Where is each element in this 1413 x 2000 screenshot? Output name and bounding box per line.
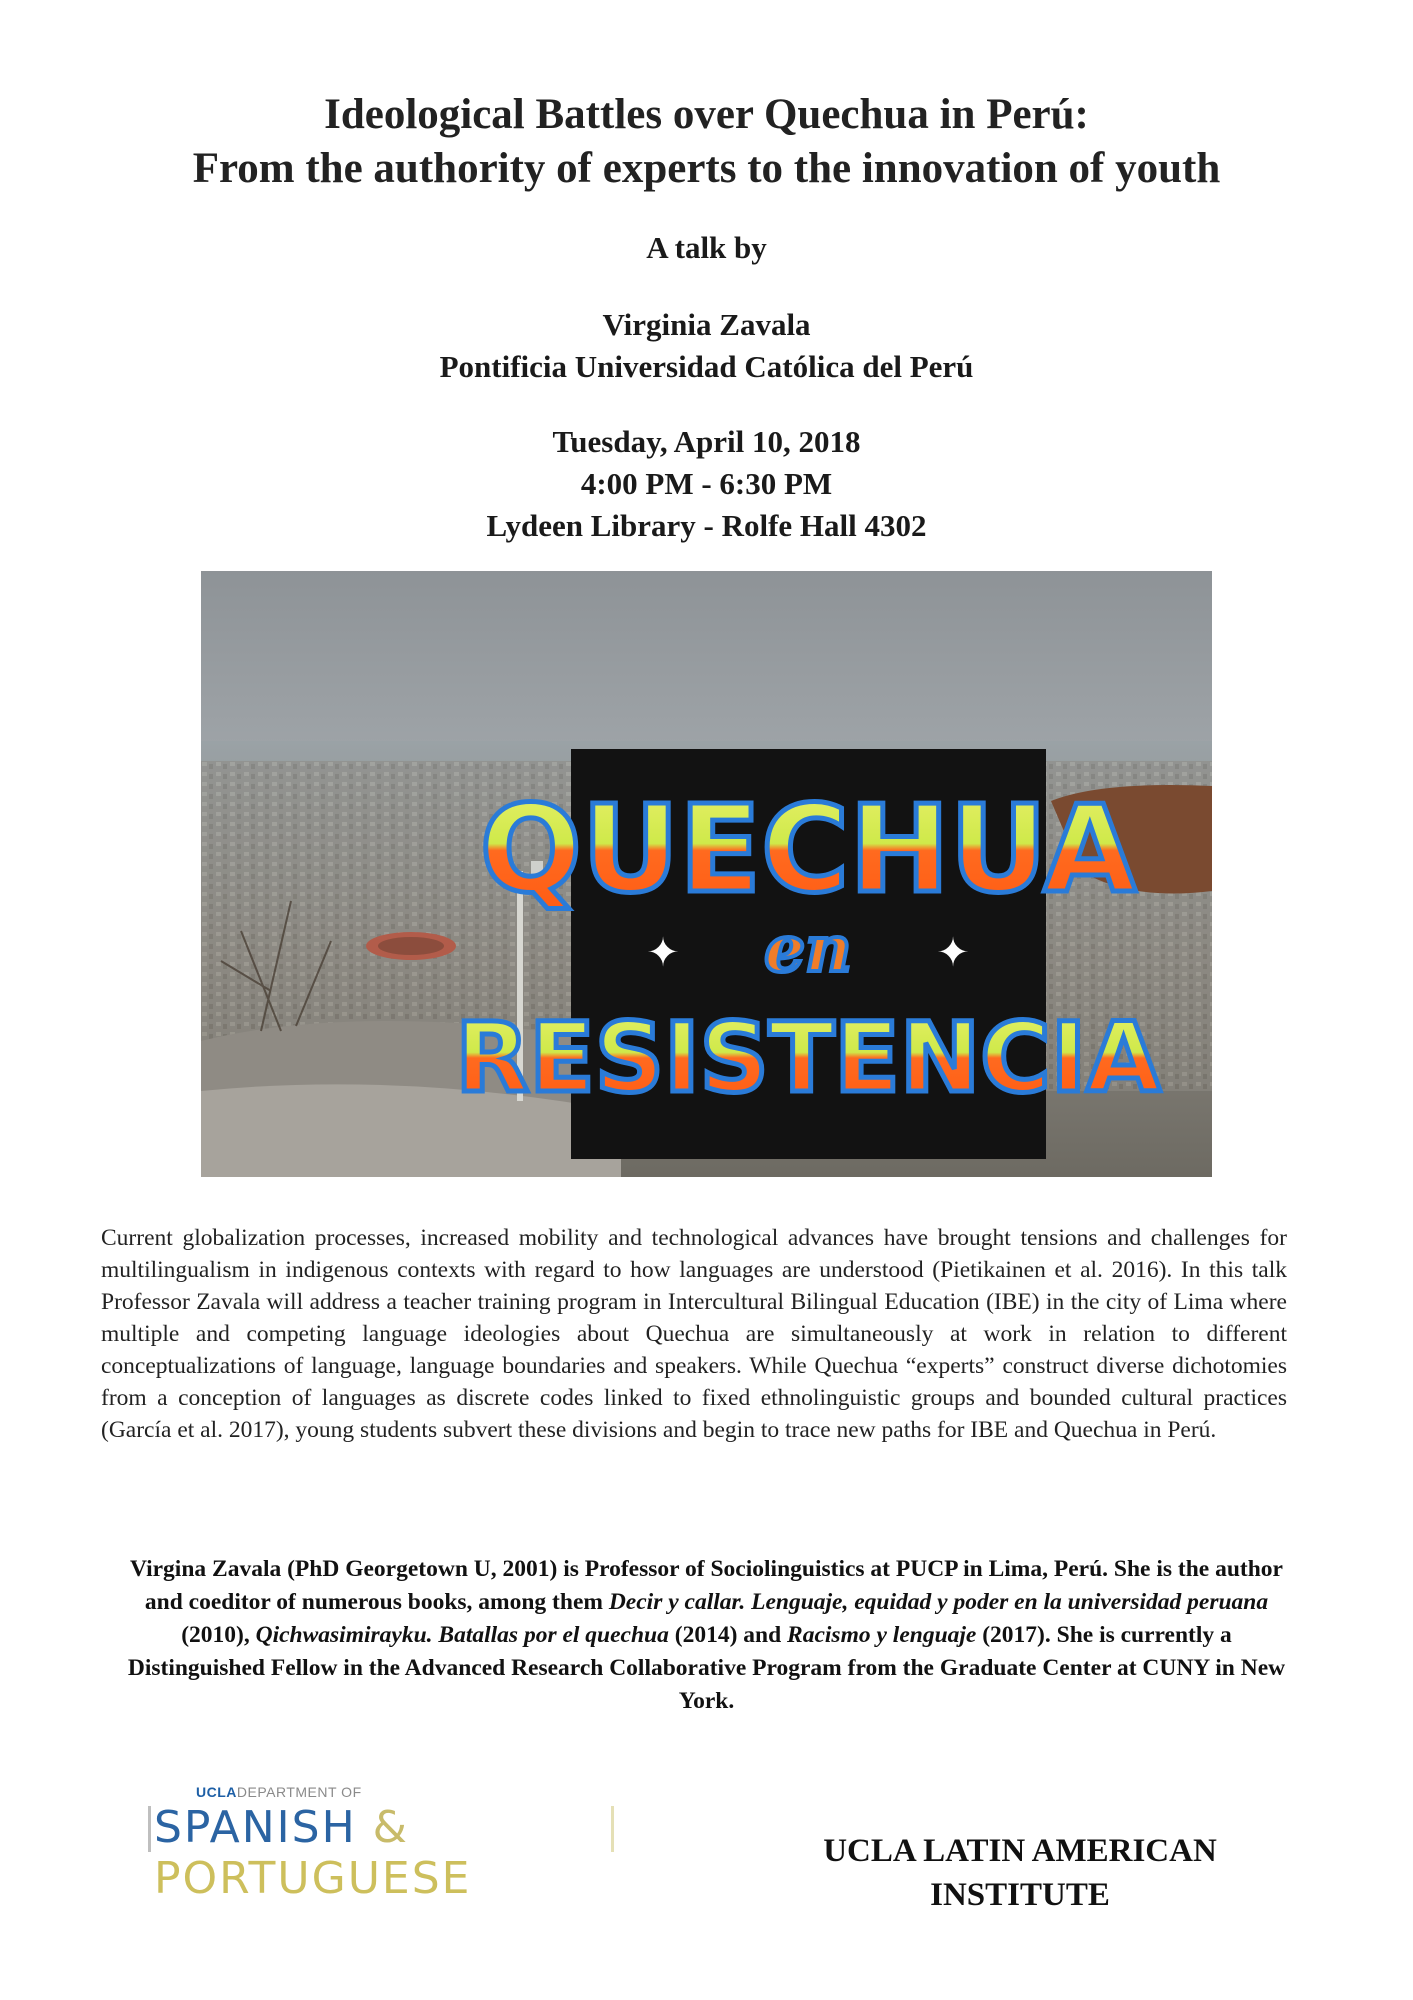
bio-text-4: (2017). She is currently a Distinguished Fellow in the Advanced Research Collaborative Program from the Graduate Center at CUNY in New York. [127, 1622, 1286, 1714]
sign-text-en: en [764, 912, 852, 987]
speaker-bio [110, 1553, 1303, 1718]
ucla-latin-american-institute [720, 1829, 1320, 1917]
sign-text-resistencia: RESISTENCIA [455, 1002, 1161, 1114]
ucla-spanish-portuguese-logo [148, 1784, 618, 1904]
logo-dept-line: UCLADEPARTMENT OF [196, 1784, 362, 1800]
bio-text-3: (2014) and [668, 1622, 788, 1648]
speaker-block [0, 304, 1413, 388]
bio-text-1: Virgina Zavala (PhD Georgetown U, 2001) is Professor of Sociolinguistics at PUCP in Lima, Perú. She is the author and coeditor of numerous books, among them [130, 1556, 1283, 1615]
event-title [0, 88, 1413, 196]
bio-book-title-3: Racismo y lenguaje [787, 1622, 977, 1648]
svg-text:✦: ✦ [936, 930, 970, 976]
title-line-2: From the authority of experts to the innovation of youth [192, 145, 1221, 192]
speaker-affiliation: Pontificia Universidad Católica del Perú [439, 349, 974, 384]
event-location: Lydeen Library - Rolfe Hall 4302 [486, 508, 927, 543]
logo-main-text: SPANISH & PORTUGUESE [154, 1802, 472, 1904]
speaker-name: Virginia Zavala [602, 307, 811, 342]
svg-text:✦: ✦ [646, 930, 680, 976]
bio-book-title-2: Qichwasimirayku. Batallas por el quechua [255, 1622, 669, 1648]
institute-line-1: UCLA LATIN AMERICAN [823, 1833, 1217, 1869]
title-line-1: Ideological Battles over Quechua in Perú: [324, 91, 1089, 138]
event-time: 4:00 PM - 6:30 PM [580, 466, 833, 501]
institute-line-2: INSTITUTE [930, 1877, 1110, 1913]
sign-text-quechua: QUECHUA [479, 781, 1137, 920]
talk-by-label: A talk by [646, 230, 767, 265]
event-details [0, 421, 1413, 547]
bio-text-2: (2010), [181, 1622, 256, 1648]
event-photo [201, 571, 1212, 1177]
bio-book-title-1: Decir y callar. Lenguaje, equidad y poder en la universidad peruana [608, 1589, 1269, 1615]
event-date: Tuesday, April 10, 2018 [552, 424, 861, 459]
abstract-paragraph: Current globalization processes, increased mobility and technological advances have brought tensions and challenges for multilingualism in indigenous contexts with regard to how languages are understood (Pietikainen et al. 2016). In this talk Professor Zavala will address a teacher training program in Intercultural Bilingual Education (IBE) in the city of Lima where multiple and competing language ideologies about Quechua are simultaneously at work in relation to different conceptualizations of language, language boundaries and speakers. While Quechua “experts” construct diverse dichotomies from a conception of languages as discrete codes linked to fixed ethnolinguistic groups and bounded cultural practices (García et al. 2017), young students subvert these divisions and begin to trace new paths for IBE and Quechua in Perú. [101, 1225, 1287, 1443]
